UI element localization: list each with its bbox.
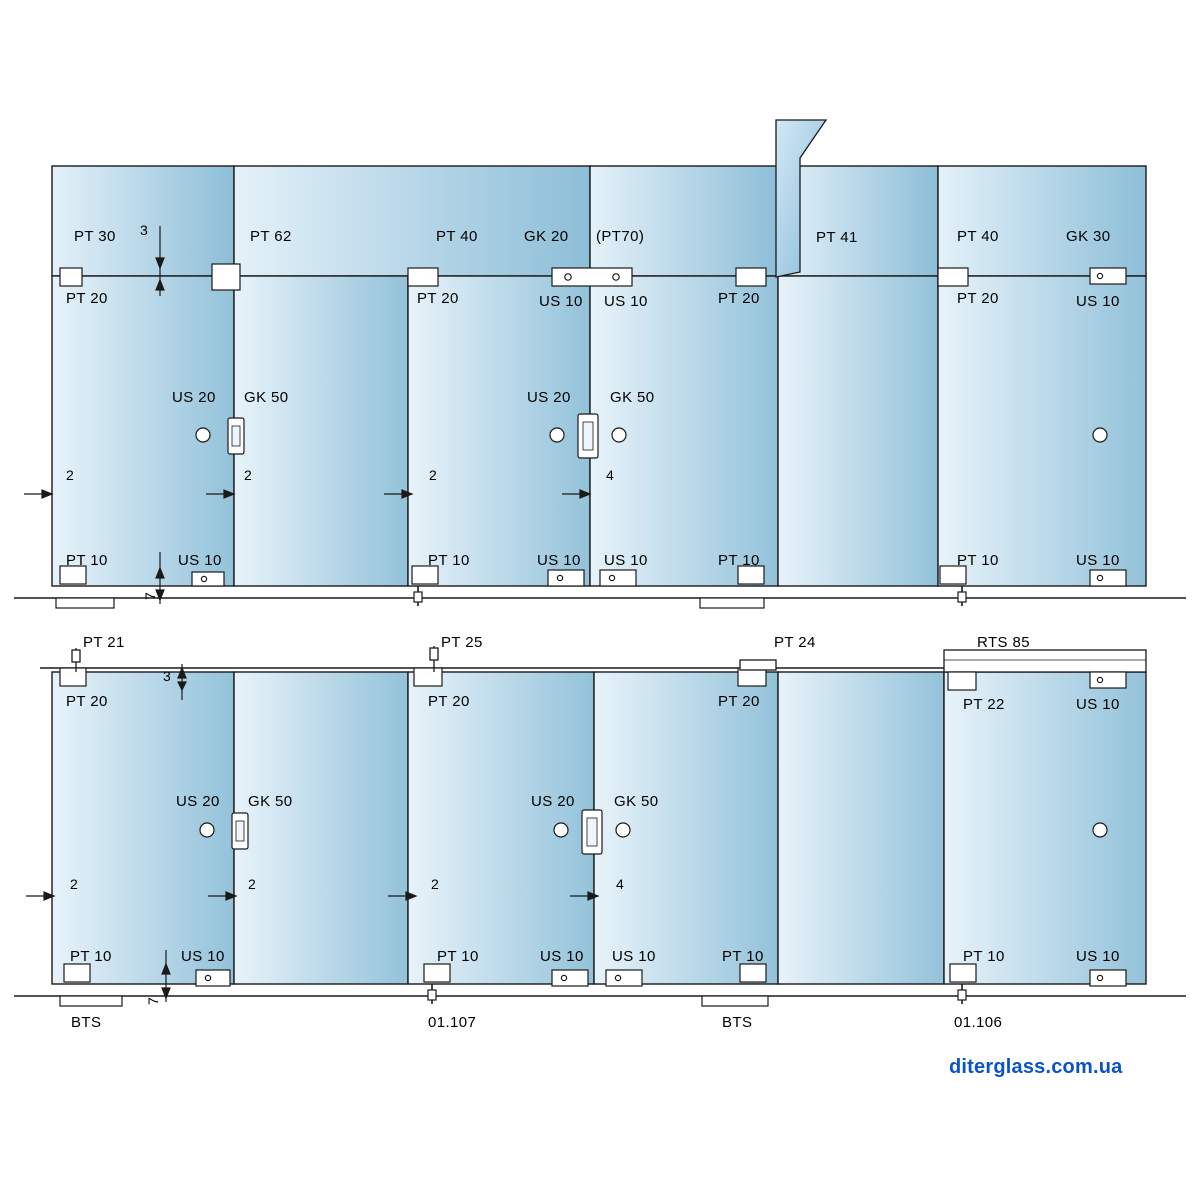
dim-3-upper: 3 [140, 222, 149, 238]
label-bts-right: BTS [722, 1014, 753, 1031]
dim-7-upper: 7 [142, 591, 158, 600]
label-pt22: PT 22 [963, 696, 1005, 713]
label-us20-l1: US 20 [176, 793, 220, 810]
label-us10-u3: US 10 [1076, 293, 1120, 310]
dim-2-u1: 2 [66, 467, 75, 483]
label-pt10-u4: PT 10 [957, 552, 999, 569]
label-rts85: RTS 85 [977, 634, 1030, 651]
label-pt20-u2: PT 20 [417, 290, 459, 307]
dim-7-lower: 7 [145, 996, 161, 1005]
label-bts-left: BTS [71, 1014, 102, 1031]
label-pt10-u2: PT 10 [428, 552, 470, 569]
label-pt10-l2: PT 10 [437, 948, 479, 965]
label-us10-u1: US 10 [539, 293, 583, 310]
label-pt40-b: PT 40 [957, 228, 999, 245]
label-gk50-l2: GK 50 [614, 793, 659, 810]
label-us20-u1: US 20 [172, 389, 216, 406]
label-pt41: PT 41 [816, 229, 858, 246]
upper-floor-springs [56, 586, 966, 608]
label-us10-u5: US 10 [537, 552, 581, 569]
label-gk50-l1: GK 50 [248, 793, 293, 810]
label-pt25: PT 25 [441, 634, 483, 651]
dim-2-l3: 2 [431, 876, 440, 892]
label-gk20: GK 20 [524, 228, 569, 245]
dim-4-u1: 4 [606, 467, 615, 483]
label-pt70: (PT70) [596, 228, 645, 245]
label-us10-u6: US 10 [604, 552, 648, 569]
label-us10-l3: US 10 [540, 948, 584, 965]
label-pt20-u4: PT 20 [957, 290, 999, 307]
dim-2-u3: 2 [429, 467, 438, 483]
upper-transom-panels [52, 166, 1146, 276]
lower-floor-springs [60, 984, 966, 1006]
label-pt24: PT 24 [774, 634, 816, 651]
label-gk50-u1: GK 50 [244, 389, 289, 406]
label-us10-l1: US 10 [1076, 696, 1120, 713]
label-gk30: GK 30 [1066, 228, 1111, 245]
dim-3-lower: 3 [163, 668, 172, 684]
label-us10-l5: US 10 [1076, 948, 1120, 965]
label-pt20-l1: PT 20 [66, 693, 108, 710]
upper-door-panels [52, 276, 1146, 586]
label-pt10-u3: PT 10 [718, 552, 760, 569]
label-pt20-l3: PT 20 [718, 693, 760, 710]
label-pt10-u1: PT 10 [66, 552, 108, 569]
label-01107: 01.107 [428, 1014, 477, 1031]
label-pt10-l1: PT 10 [70, 948, 112, 965]
label-pt10-l3: PT 10 [722, 948, 764, 965]
label-us20-l2: US 20 [531, 793, 575, 810]
dim-2-l2: 2 [248, 876, 257, 892]
label-us10-u2: US 10 [604, 293, 648, 310]
label-us10-l2: US 10 [181, 948, 225, 965]
label-us10-u4: US 10 [178, 552, 222, 569]
label-us20-u2: US 20 [527, 389, 571, 406]
label-pt62: PT 62 [250, 228, 292, 245]
label-pt20-l2: PT 20 [428, 693, 470, 710]
overhead-closer [944, 650, 1146, 672]
site-watermark: diterglass.com.ua [949, 1056, 1123, 1078]
label-pt40-a: PT 40 [436, 228, 478, 245]
dim-2-u2: 2 [244, 467, 253, 483]
label-gk50-u2: GK 50 [610, 389, 655, 406]
label-us10-l4: US 10 [612, 948, 656, 965]
label-pt20-u1: PT 20 [66, 290, 108, 307]
dim-4-l1: 4 [616, 876, 625, 892]
label-us10-u7: US 10 [1076, 552, 1120, 569]
dim-2-l1: 2 [70, 876, 79, 892]
label-pt20-u3: PT 20 [718, 290, 760, 307]
label-pt10-l4: PT 10 [963, 948, 1005, 965]
label-01106: 01.106 [954, 1014, 1003, 1031]
label-pt30: PT 30 [74, 228, 116, 245]
label-pt21: PT 21 [83, 634, 125, 651]
